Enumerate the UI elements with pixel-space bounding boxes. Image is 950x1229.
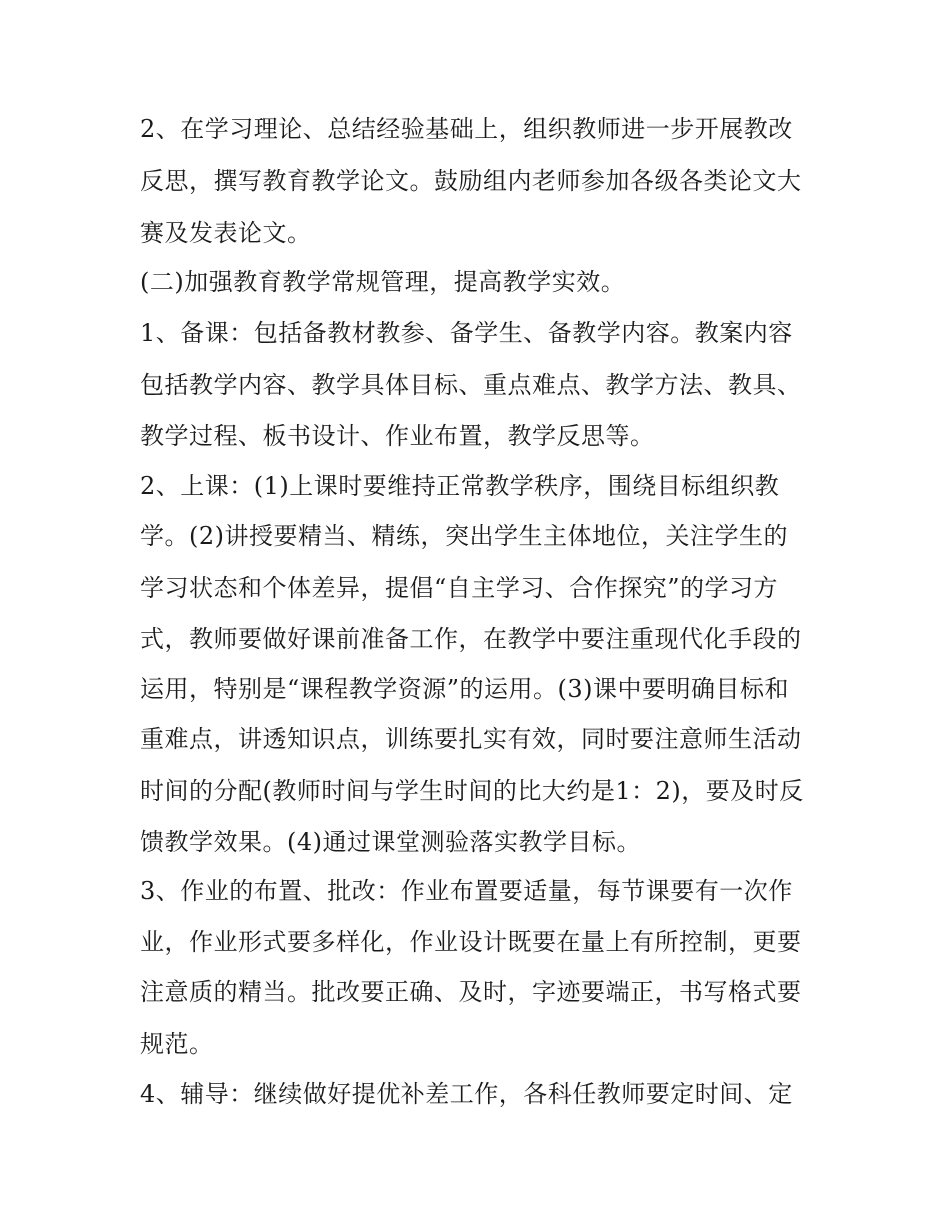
text-line: 2、上课：(1)上课时要维持正常教学秩序，围绕目标组织教 [140, 472, 780, 500]
text-line: 式，教师要做好课前准备工作，在教学中要注重现代化手段的 [140, 625, 802, 653]
text-line: 2、在学习理论、总结经验基础上，组织教师进一步开展教改 [140, 115, 793, 143]
text-line: 3、作业的布置、批改：作业布置要适量，每节课要有一次作 [140, 877, 793, 905]
text-line: 注意质的精当。批改要正确、及时，字迹要端正，书写格式要 [140, 978, 802, 1006]
text-line: 教学过程、板书设计、作业布置，教学反思等。 [140, 422, 655, 450]
text-line: 4、辅导：继续做好提优补差工作，各科任教师要定时间、定 [140, 1080, 793, 1108]
text-line: 学习状态和个体差异，提倡“自主学习、合作探究”的学习方 [140, 574, 779, 602]
text-line: 学。(2)讲授要精当、精练，突出学生主体地位，关注学生的 [140, 522, 788, 550]
section-heading: (二)加强教育教学常规管理，提高教学实效。 [140, 268, 626, 296]
text-line: 赛及发表论文。 [140, 219, 312, 247]
text-line: 反思，撰写教育教学论文。鼓励组内老师参加各级各类论文大 [140, 167, 802, 195]
text-line: 时间的分配(教师时间与学生时间的比大约是1：2)，要及时反 [140, 777, 804, 805]
text-line: 业，作业形式要多样化，作业设计既要在量上有所控制，更要 [140, 928, 802, 956]
text-line: 运用，特别是“课程教学资源”的运用。(3)课中要明确目标和 [140, 675, 790, 703]
text-line: 包括教学内容、教学具体目标、重点难点、教学方法、教具、 [140, 371, 802, 399]
text-line: 馈教学效果。(4)通过课堂测验落实教学目标。 [140, 828, 641, 856]
text-line: 规范。 [140, 1030, 214, 1058]
text-line: 1、备课：包括备教材教参、备学生、备教学内容。教案内容 [140, 319, 793, 347]
text-line: 重难点，讲透知识点，训练要扎实有效，同时要注意师生活动 [140, 725, 802, 753]
